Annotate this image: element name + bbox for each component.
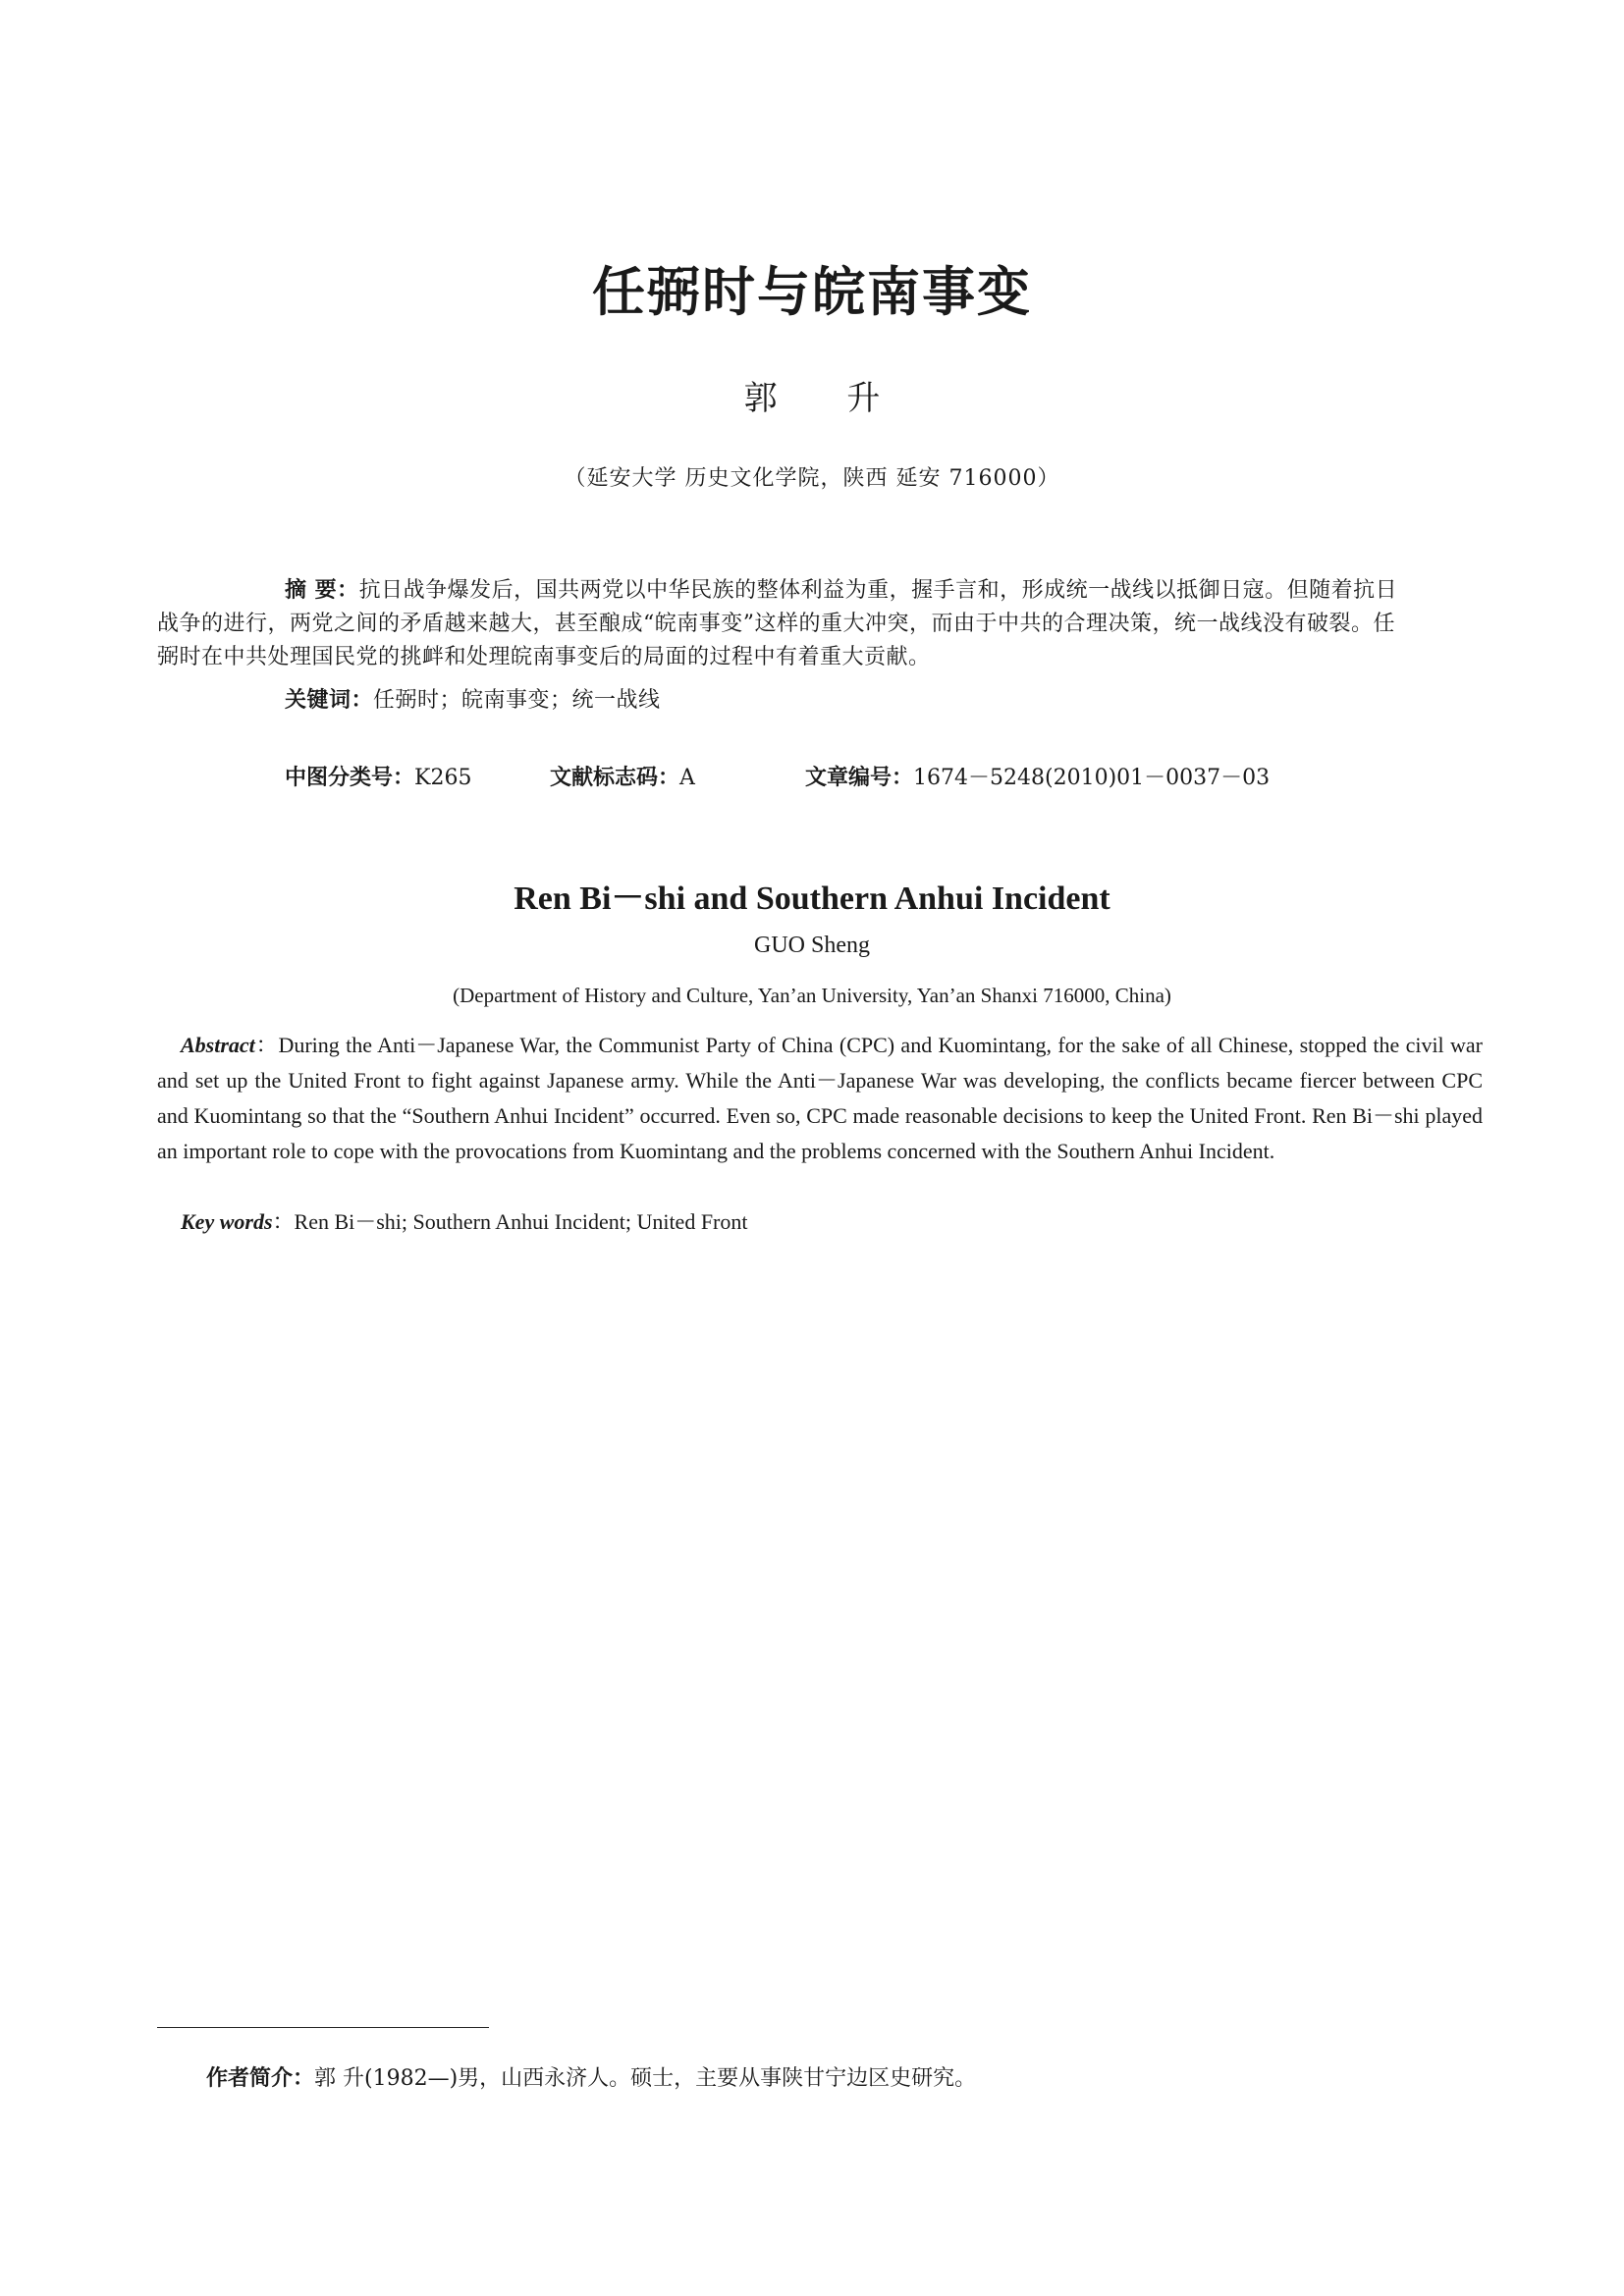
chinese-abstract: [157, 574, 1404, 674]
chinese-keywords-label: 关键词：: [285, 688, 374, 713]
chinese-abstract-text: 抗日战争爆发后，国共两党以中华民族的整体利益为重，握手言和，形成统一战线以抵御日寇。但随着抗日战争的进行，两党之间的矛盾越来越大，甚至酿成“皖南事变”这样的重大冲突，而由于中共的合理决策，统一战线没有破裂。任弼时在中共处理国民党的挑衅和处理皖南事变后的局面的过程中有着重大贡献。: [157, 578, 1398, 669]
english-affiliation: (Department of History and Culture, Yan’an University, Yan’an Shanxi 716000, China): [453, 984, 1171, 1007]
document-code-value: A: [679, 766, 695, 790]
author-footnote-text: 郭 升(1982—)男，山西永济人。硕士，主要从事陕甘宁边区史研究。: [314, 2066, 977, 2091]
chinese-title: 任弼时与皖南事变: [592, 260, 1032, 323]
english-abstract-text: During the Anti－Japanese War, the Communist Party of China (CPC) and Kuomintang, for the sake of all Chinese, stopped the civil war and set up the United Front to fight against Japanese army. While the Anti－Japanese War was developing, the conflicts became fiercer between CPC and Kuomintang so that the “Southern Anhui Incident” occurred. Even so, CPC made reasonable decisions to keep the United Front. Ren Bi－shi played an important role to cope with the provocations from Kuomintang and the problems concerned with the Southern Anhui Incident.: [157, 1033, 1483, 1163]
chinese-keywords: [285, 684, 1414, 718]
english-author: GUO Sheng: [754, 933, 870, 958]
english-keywords: [181, 1204, 1506, 1240]
footnote-divider: [157, 2027, 489, 2028]
english-abstract: [157, 1028, 1483, 1169]
english-title: Ren Bi－shi and Southern Anhui Incident: [514, 881, 1110, 917]
author-footnote-label: 作者简介：: [206, 2066, 315, 2091]
english-abstract-separator: ：: [254, 1033, 279, 1057]
document-code: [550, 761, 695, 791]
author-footnote: [206, 2061, 976, 2092]
english-keywords-text: Ren Bi－shi; Southern Anhui Incident; United Front: [294, 1209, 748, 1234]
clc-number: [285, 761, 471, 791]
chinese-author: 郭 升: [743, 379, 910, 418]
chinese-abstract-label: 摘 要：: [285, 578, 359, 603]
article-number-label: 文章编号：: [805, 766, 914, 790]
english-abstract-label: Abstract: [181, 1033, 255, 1057]
clc-label: 中图分类号：: [285, 766, 415, 790]
english-keywords-label: Key words: [181, 1209, 273, 1234]
clc-value: K265: [414, 766, 472, 790]
article-number: [805, 761, 1270, 791]
article-number-value: 1674－5248(2010)01－0037－03: [913, 766, 1271, 790]
chinese-keywords-text: 任弼时；皖南事变；统一战线: [373, 688, 661, 713]
english-keywords-separator: ：: [272, 1209, 295, 1234]
document-code-label: 文献标志码：: [550, 766, 680, 790]
chinese-affiliation: （延安大学 历史文化学院，陕西 延安 716000）: [564, 466, 1060, 491]
